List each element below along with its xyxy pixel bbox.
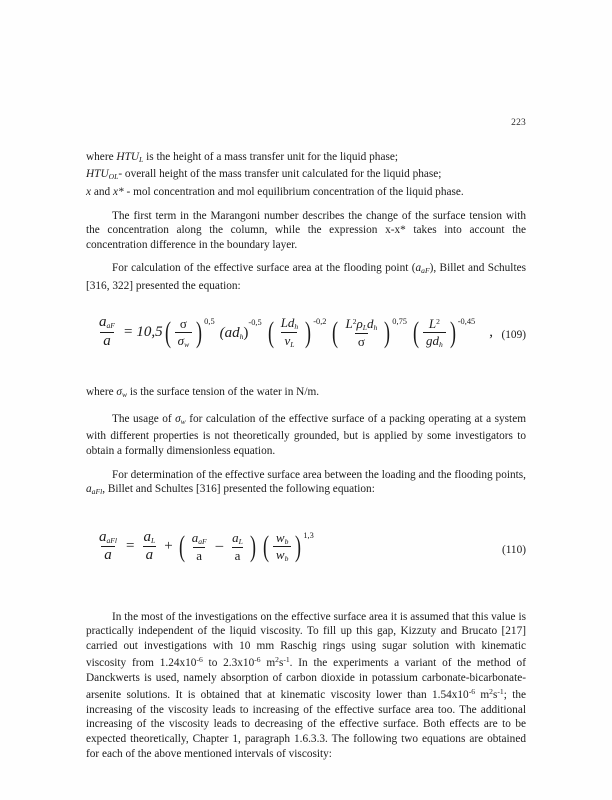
eq109-t3-den bbox=[281, 332, 297, 349]
eq110-equals: = bbox=[126, 538, 135, 555]
symbol-a-afl: a bbox=[86, 483, 92, 496]
eq110-term4-fraction bbox=[273, 531, 291, 564]
text-fragment: ; the increasing of the viscosity leads to increasing of the effective surface area too. The additional increasing of the viscosity leads to decreasing of the effective surface. Both effects are to be expected theoretically, Chapter 1, paragraph 1.6.3.3. The following two equations are obtained for each of the above mentioned intervals of viscosity: bbox=[86, 689, 526, 760]
symbol-htul-subscript: L bbox=[139, 154, 144, 164]
eq110-t2-num-subscript: aF bbox=[198, 537, 207, 547]
eq110-lhs-num-symbol: a bbox=[99, 528, 107, 545]
symbol-x: x bbox=[86, 185, 92, 198]
equation-109-block bbox=[86, 315, 526, 361]
eq109-coefficient: 10,5 bbox=[136, 324, 163, 341]
eq110-lhs-denominator: a bbox=[101, 546, 115, 564]
paren-left: ( bbox=[412, 315, 419, 349]
exponent: 2 bbox=[489, 687, 493, 697]
eq110-t1-den: a bbox=[143, 546, 157, 564]
eq110-t2-num-symbol: a bbox=[191, 530, 199, 546]
paragraph-sigma-water bbox=[86, 385, 526, 402]
eq109-t3-num-subscript: h bbox=[294, 322, 299, 332]
eq110-term2-fraction bbox=[189, 531, 210, 563]
eq110-t3-num-symbol: a bbox=[232, 530, 239, 546]
eq109-lhs-num-subscript: aF bbox=[106, 321, 115, 331]
eq110-t4-num-symbol: w bbox=[275, 529, 285, 545]
symbol-x-star: x* bbox=[112, 185, 124, 198]
text-fragment: where bbox=[86, 151, 117, 163]
paragraph-where-htu bbox=[86, 150, 526, 167]
paren-right: ) bbox=[196, 315, 203, 349]
eq109-t4-rho-subscript: L bbox=[362, 322, 367, 332]
eq109-t3-num-symbol: Ld bbox=[280, 315, 295, 331]
eq109-term4-fraction bbox=[342, 317, 380, 349]
text-fragment: - overall height of the mass transfer unit calculated for the liquid phase; bbox=[118, 168, 442, 181]
exponent: 2 bbox=[275, 655, 279, 665]
eq109-t2-close: ) bbox=[243, 324, 249, 341]
eq109-t3-exponent: -0,2 bbox=[313, 317, 327, 327]
eq109-term4 bbox=[330, 317, 406, 349]
eq109-t4-den: σ bbox=[355, 333, 368, 349]
eq109-t5-exponent: -0,45 bbox=[457, 317, 476, 327]
eq109-t5-L: L bbox=[428, 315, 437, 331]
paren-left: ( bbox=[267, 315, 274, 349]
page-number: 223 bbox=[511, 118, 526, 128]
eq109-t3-den-symbol: ν bbox=[284, 333, 291, 349]
eq109-term2 bbox=[219, 317, 262, 342]
eq109-t1-den-subscript: w bbox=[184, 339, 190, 349]
eq109-t5-L-exponent: 2 bbox=[436, 317, 440, 327]
paragraph-flooding-point bbox=[86, 261, 526, 293]
eq109-t3-den-subscript: L bbox=[290, 340, 295, 350]
text-fragment: ), Billet and Schultes [316, 322] presented the equation: bbox=[86, 262, 526, 292]
symbol-sigma-w: σ bbox=[116, 386, 122, 399]
paren-left: ( bbox=[178, 530, 185, 564]
eq109-t1-num: σ bbox=[179, 315, 187, 331]
paren-right: ) bbox=[449, 315, 456, 349]
text-fragment: For calculation of the effective surface area at the flooding point ( bbox=[112, 262, 416, 275]
paren-left: ( bbox=[262, 530, 269, 564]
eq109-t5-g: g bbox=[425, 332, 433, 348]
paragraph-htuol bbox=[86, 167, 526, 184]
paragraph-viscosity-investigations bbox=[86, 610, 526, 762]
eq110-group bbox=[177, 531, 258, 563]
text-fragment: m bbox=[475, 689, 490, 702]
eq109-t2-open: (ad bbox=[219, 324, 240, 341]
symbol-sigma-w2: σ bbox=[175, 412, 181, 425]
eq110-minus: – bbox=[215, 538, 224, 555]
eq110-t4-den-symbol: w bbox=[275, 547, 285, 563]
eq109-t4-d-subscript: h bbox=[373, 322, 378, 332]
page-content bbox=[86, 150, 526, 770]
eq109-lhs-numerator bbox=[96, 315, 118, 332]
text-fragment: For determination of the effective surface area between the loading and the flooding points, bbox=[112, 468, 526, 481]
paragraph-marangoni: The first term in the Marangoni number describes the change of the surface tension with the concentration along the column, while the expression x-x* takes into account the concentration difference in the boundary layer. bbox=[86, 209, 526, 251]
exponent: -1 bbox=[497, 687, 504, 697]
eq110-t4-den bbox=[273, 546, 291, 563]
eq110-lhs-num-subscript: aFl bbox=[106, 535, 118, 545]
eq110-t2-den: a bbox=[193, 547, 205, 563]
paragraph-usage-sigma bbox=[86, 412, 526, 459]
text-fragment: s bbox=[278, 657, 284, 670]
text-fragment: , Billet and Schultes [316] presented the following equation: bbox=[102, 483, 375, 496]
eq109-term3 bbox=[266, 316, 327, 349]
eq110-lhs-numerator bbox=[96, 530, 120, 547]
text-fragment: to 2.3x10 bbox=[202, 657, 255, 670]
eq109-term5-fraction bbox=[423, 317, 446, 349]
eq110-term3-fraction bbox=[229, 531, 246, 563]
equation-109-number: (109) bbox=[501, 329, 526, 342]
eq109-t1-exponent: 0,5 bbox=[204, 317, 215, 327]
eq109-t2-subscript: h bbox=[239, 331, 244, 341]
eq110-t1-num-symbol: a bbox=[143, 528, 152, 545]
symbol-htuol: HTU bbox=[86, 168, 109, 181]
eq109-trailing-comma: , bbox=[489, 324, 493, 341]
text-fragment: m bbox=[260, 657, 276, 670]
eq110-t1-num bbox=[141, 530, 159, 547]
equation-110-block bbox=[86, 530, 526, 576]
symbol-a-afl-subscript: aFl bbox=[91, 487, 103, 497]
eq109-lhs-denominator: a bbox=[100, 332, 114, 350]
equation-109-body bbox=[94, 315, 493, 350]
eq110-t3-num-subscript: L bbox=[238, 537, 243, 547]
eq109-term5 bbox=[411, 317, 475, 349]
eq109-equals: = bbox=[123, 324, 133, 341]
paren-left: ( bbox=[332, 315, 339, 349]
equation-110-number: (110) bbox=[501, 543, 526, 556]
eq109-t5-d-subscript: h bbox=[438, 339, 443, 349]
text-fragment: . In the experiments a variant of the method of Danckwerts is used, namely absorption of carbon dioxide in potassium carbonate-bicarbonate-arsenite solutions. It is obtained that at kinematic viscosity lower than 1.54x10 bbox=[86, 657, 526, 702]
eq110-t3-num bbox=[229, 531, 246, 547]
eq110-t3-den: a bbox=[232, 547, 244, 563]
eq109-t1-den bbox=[175, 332, 193, 349]
symbol-sigma-w2-subscript: w bbox=[180, 416, 186, 426]
eq110-term1-fraction bbox=[141, 530, 159, 565]
eq109-t4-L-exponent: 2 bbox=[352, 317, 357, 327]
eq110-t1-num-subscript: L bbox=[151, 535, 156, 545]
eq109-term1 bbox=[163, 317, 215, 349]
eq109-t4-rho: ρ bbox=[356, 315, 363, 331]
symbol-sigma-w-subscript: w bbox=[122, 390, 128, 400]
eq109-term3-fraction bbox=[278, 316, 302, 349]
exponent: -6 bbox=[468, 687, 476, 697]
text-fragment: is the height of a mass transfer unit for the liquid phase; bbox=[143, 151, 399, 163]
symbol-htul: HTU bbox=[116, 151, 140, 163]
eq109-lhs-fraction bbox=[96, 315, 118, 350]
eq110-t4-num bbox=[273, 531, 291, 547]
eq110-t4-den-subscript: b bbox=[284, 554, 289, 564]
eq110-plus: + bbox=[164, 538, 173, 555]
eq109-t4-num bbox=[342, 317, 380, 333]
text-fragment: for calculation of the effective surface of a packing operating at a system with different properties is not theoretically grounded, but is applied by some investigators to obtain a formally dimensionless equation. bbox=[86, 412, 527, 457]
eq110-term4 bbox=[261, 531, 314, 564]
eq109-t4-exponent: 0,75 bbox=[392, 317, 407, 327]
eq109-lhs-num-symbol: a bbox=[99, 314, 107, 331]
paren-left: ( bbox=[164, 315, 171, 349]
eq109-t5-num bbox=[426, 317, 443, 332]
paren-right: ) bbox=[249, 530, 256, 564]
eq109-term1-fraction bbox=[175, 317, 193, 349]
paren-right: ) bbox=[384, 315, 391, 349]
eq110-t2-num bbox=[189, 531, 210, 547]
eq109-t3-num bbox=[278, 316, 302, 332]
text-fragment: and bbox=[91, 185, 113, 198]
eq109-t5-d: d bbox=[432, 332, 439, 348]
paren-right: ) bbox=[295, 530, 302, 564]
symbol-a-af-subscript: aF bbox=[421, 266, 430, 276]
paragraph-loading-flooding bbox=[86, 468, 526, 500]
text-fragment: is the surface tension of the water in N/m. bbox=[127, 386, 320, 399]
text-fragment: The usage of bbox=[112, 412, 176, 425]
symbol-htuol-subscript: OL bbox=[108, 172, 119, 182]
equation-110-body bbox=[94, 530, 314, 565]
text-fragment: s bbox=[492, 689, 498, 702]
eq109-t5-den bbox=[423, 332, 446, 349]
eq110-t4-exponent: 1,3 bbox=[303, 531, 314, 541]
paragraph-x-definitions bbox=[86, 185, 526, 200]
text-fragment: where bbox=[86, 386, 117, 399]
exponent: -6 bbox=[196, 655, 203, 665]
eq109-t4-L: L bbox=[345, 315, 353, 331]
symbol-a-af: a bbox=[415, 262, 422, 275]
eq110-t4-num-subscript: b bbox=[284, 536, 289, 546]
eq109-t1-den-symbol: σ bbox=[177, 332, 185, 348]
eq109-t2-exponent: -0,5 bbox=[248, 317, 262, 327]
text-fragment: - mol concentration and mol equilibrium concentration of the liquid phase. bbox=[123, 185, 464, 198]
eq110-lhs-fraction bbox=[96, 530, 120, 565]
exponent: -6 bbox=[254, 655, 261, 665]
exponent: -1 bbox=[283, 655, 290, 665]
paren-right: ) bbox=[305, 315, 312, 349]
text-fragment: In the most of the investigations on the effective surface area it is assumed that this value is practically independent of the liquid viscosity. To fill up this gap, Kizzuty and Brucato [217] carried out investigations with 10 mm Raschig rings using sugar solution with kinematic viscosity from 1.24x10 bbox=[86, 610, 526, 670]
eq109-t4-d: d bbox=[367, 315, 374, 331]
